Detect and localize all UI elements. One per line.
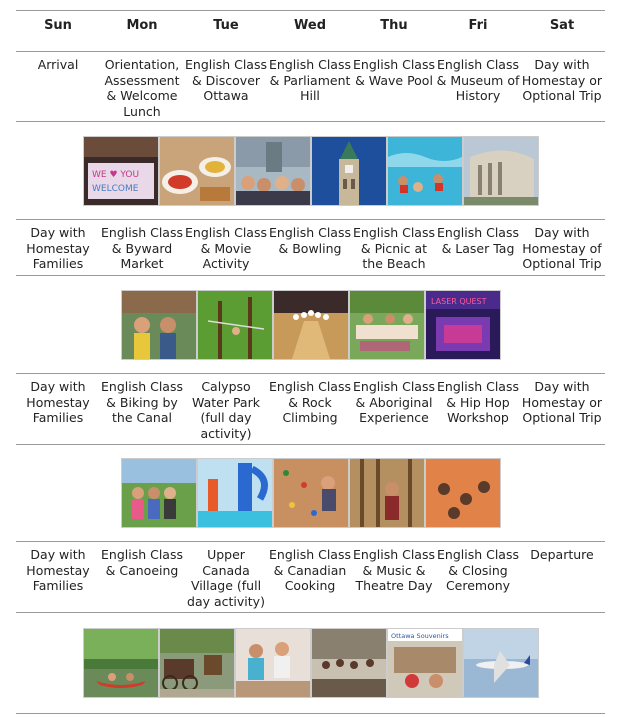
- activity-cell: Day with Homestay Families: [26, 225, 90, 271]
- schedule-table: [16, 10, 605, 714]
- cooking-photo: [235, 628, 311, 698]
- rock-climbing-photo: [273, 458, 349, 528]
- day-header-sun: Sun: [44, 18, 72, 33]
- svg-text:WELCOME: WELCOME: [91, 183, 138, 194]
- day-header-mon: Mon: [126, 18, 158, 33]
- ottawa-group-photo: [235, 136, 311, 206]
- activity-cell: English Class & Music & Theatre Day: [353, 547, 435, 593]
- activity-cell: English Class & Closing Ceremony: [437, 547, 519, 593]
- activity-cell: English Class & Movie Activity: [185, 225, 267, 271]
- photo-cell: [273, 290, 349, 360]
- activity-cell: English Class & Biking by the Canal: [101, 379, 183, 425]
- week-2-activity-row: [16, 219, 605, 275]
- day-header-row: [16, 10, 605, 51]
- photo-cell: [235, 628, 311, 698]
- photo-cell: [235, 136, 311, 206]
- closing-ceremony-photo: [387, 628, 463, 698]
- activity-cell: English Class & Discover Ottawa: [185, 57, 267, 103]
- photo-cell: [197, 290, 273, 360]
- svg-text:WE ♥ YOU: WE ♥ YOU: [91, 169, 139, 180]
- day-header-sat: Sat: [549, 18, 575, 33]
- photo-cell: [197, 458, 273, 528]
- souvenirs-sign-text: Ottawa Souvenirs: [390, 632, 449, 640]
- day-header-wed: Wed: [294, 18, 326, 33]
- activity-cell: English Class & Bowling: [269, 225, 351, 256]
- lunch-buffet-photo: [159, 136, 235, 206]
- hip-hop-workshop-photo: [425, 458, 501, 528]
- music-theatre-photo: [311, 628, 387, 698]
- activity-cell: Departure: [530, 547, 594, 562]
- activity-cell: Arrival: [37, 57, 79, 72]
- photo-cell: [463, 136, 539, 206]
- photo-cell: [349, 290, 425, 360]
- photo-cell: [425, 458, 501, 528]
- activity-cell: Day with Homestay Families: [26, 547, 90, 593]
- photo-cell: [159, 628, 235, 698]
- photo-cell: [387, 628, 463, 698]
- photo-cell: [425, 290, 501, 360]
- canal-biking-photo: [121, 458, 197, 528]
- photo-cell: [159, 136, 235, 206]
- welcome-sign-photo: [83, 136, 159, 206]
- aboriginal-experience-photo: [349, 458, 425, 528]
- photo-cell: [349, 458, 425, 528]
- canoeing-photo: [83, 628, 159, 698]
- week-4-photo-row: [16, 612, 605, 714]
- activity-cell: Day with Homestay Families: [26, 379, 90, 425]
- upper-canada-village-photo: [159, 628, 235, 698]
- activity-cell: Day with Homestay of Optional Trip: [522, 225, 602, 271]
- activity-cell: English Class & Aboriginal Experience: [353, 379, 435, 425]
- activity-cell: English Class & Byward Market: [101, 225, 183, 271]
- photo-cell: [387, 136, 463, 206]
- photo-cell: [311, 628, 387, 698]
- week-1-activity-row: [16, 51, 605, 121]
- laser-tag-sign-text: LASER QUEST: [430, 296, 487, 306]
- activity-cell: English Class & Hip Hop Workshop: [437, 379, 519, 425]
- airplane-departure-photo: [463, 628, 539, 698]
- activity-cell: Day with Homestay or Optional Trip: [521, 57, 603, 103]
- water-park-photo: [197, 458, 273, 528]
- museum-photo: [463, 136, 539, 206]
- laser-tag-photo: [425, 290, 501, 360]
- photo-cell: [83, 628, 159, 698]
- activity-cell: English Class & Laser Tag: [437, 225, 519, 256]
- photo-cell: [273, 458, 349, 528]
- wave-pool-photo: [387, 136, 463, 206]
- activity-cell: Upper Canada Village (full day activity): [187, 547, 265, 609]
- week-1-photo-row: [16, 121, 605, 219]
- byward-market-photo: [121, 290, 197, 360]
- day-header-tue: Tue: [213, 18, 239, 33]
- activity-cell: English Class & Wave Pool: [353, 57, 435, 88]
- activity-cell: English Class & Canoeing: [101, 547, 183, 578]
- photo-cell: [83, 136, 159, 206]
- photo-cell: [311, 136, 387, 206]
- activity-cell: English Class & Rock Climbing: [269, 379, 351, 425]
- photo-cell: [463, 628, 539, 698]
- parliament-tower-photo: [311, 136, 387, 206]
- week-3-activity-row: [16, 373, 605, 444]
- week-3-photo-row: [16, 444, 605, 541]
- activity-cell: English Class & Canadian Cooking: [269, 547, 351, 593]
- week-2-photo-row: [16, 275, 605, 373]
- photo-cell: [121, 458, 197, 528]
- photo-cell: [121, 290, 197, 360]
- activity-cell: English Class & Picnic at the Beach: [353, 225, 435, 271]
- bowling-alley-photo: [273, 290, 349, 360]
- week-4-activity-row: [16, 541, 605, 612]
- activity-cell: Orientation, Assessment & Welcome Lunch: [104, 57, 180, 119]
- day-header-fri: Fri: [468, 18, 488, 33]
- activity-cell: Day with Homestay or Optional Trip: [521, 379, 603, 425]
- activity-cell: English Class & Parliament Hill: [269, 57, 351, 103]
- activity-cell: English Class & Museum of History: [436, 57, 520, 103]
- activity-cell: Calypso Water Park (full day activity): [192, 379, 260, 441]
- beach-picnic-photo: [349, 290, 425, 360]
- movie-forest-photo: [197, 290, 273, 360]
- day-header-thu: Thu: [380, 18, 408, 33]
